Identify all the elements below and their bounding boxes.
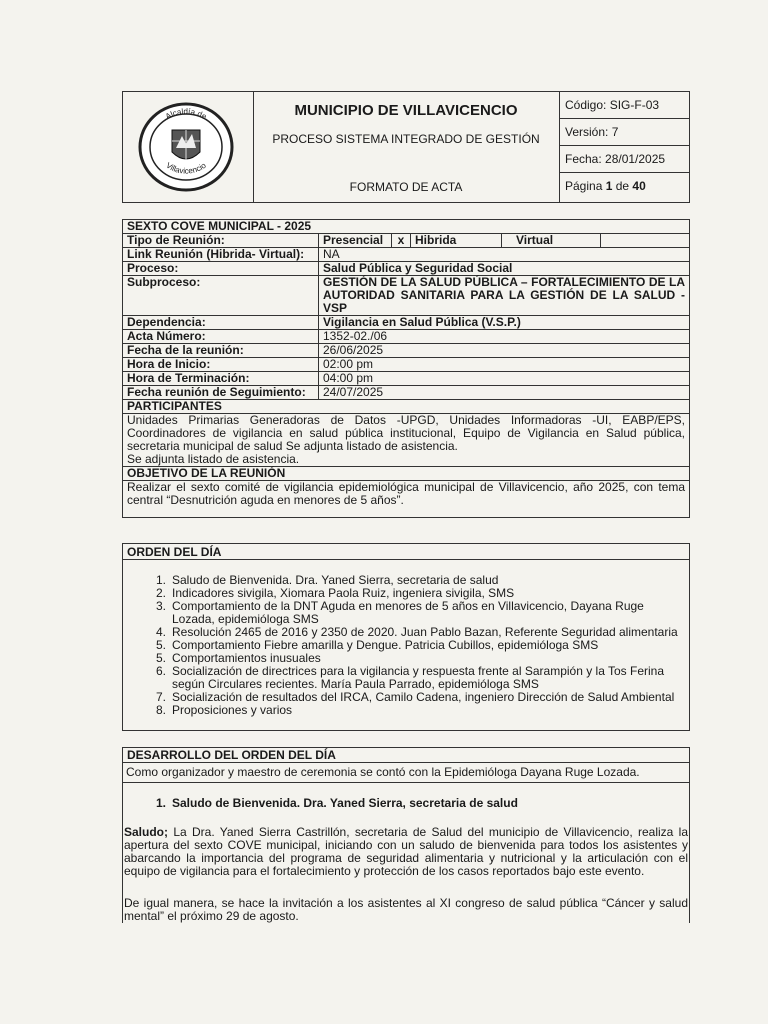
seal-top-text: Alcaldía de: [163, 106, 209, 122]
mode-presencial: Presencial: [319, 234, 392, 247]
desarrollo-item: 1. Saludo de Bienvenida. Dra. Yaned Sierra, secretaria de salud: [155, 796, 518, 810]
field-label: Proceso:: [123, 262, 319, 276]
field-label: Hora de Inicio:: [123, 358, 319, 372]
field-value: Vigilancia en Salud Pública (V.S.P.): [319, 316, 690, 330]
doc-code: Código: SIG-F-03: [559, 92, 689, 119]
municipality-title: MUNICIPIO DE VILLAVICENCIO: [294, 102, 518, 119]
participantes-text: Unidades Primarias Generadoras de Datos -UPGD, Unidades Informadoras -UI, EABP/EPS, Coordinadores de vigilancia en salud pública institucional, Equipo de Vigilancia en Salud pública, secretaria municipal de salud Se adjunta listado de asistencia. Se adjunta listado de asistencia.: [123, 414, 690, 467]
document-header: [122, 91, 690, 203]
table-row: [123, 372, 690, 386]
list-item: 4. Resolución 2465 de 2016 y 2350 de 2020. Juan Pablo Bazan, Referente Seguridad alimentaria: [155, 625, 678, 639]
objetivo-title: OBJETIVO DE LA REUNIÓN: [123, 467, 690, 481]
divider: [122, 782, 690, 783]
field-label: Fecha de la reunión:: [123, 344, 319, 358]
doc-page: Página 1 de 40: [565, 179, 646, 193]
doc-date: Fecha: 28/01/2025: [559, 146, 689, 173]
orden-title: ORDEN DEL DÍA: [122, 543, 690, 560]
field-value: 02:00 pm: [319, 358, 690, 372]
field-label: Acta Número:: [123, 330, 319, 344]
process-name: PROCESO SISTEMA INTEGRADO DE GESTIÓN: [272, 132, 540, 146]
table-row: [123, 262, 690, 276]
meeting-info-table: [122, 219, 690, 518]
saludo-paragraph: Saludo; La Dra. Yaned Sierra Castrillón, secretaria de Salud del municipio de Villavicencio, realiza la apertura del sexto COVE municipal, iniciando con un saludo de bienvenida para todos los asistentes y abarcando la importancia del programa de seguridad alimentaria y nutricional y la articulación con el equipo de vigilancia para el fortalecimiento y protección de los casos reportados bajo este evento.: [124, 825, 688, 878]
field-label: Hora de Terminación:: [123, 372, 319, 386]
mode-mark: x: [392, 234, 411, 247]
field-value: NA: [319, 248, 690, 262]
table-row: [123, 276, 690, 316]
table-row: [123, 330, 690, 344]
mode-virtual: Virtual: [502, 234, 601, 247]
participantes-title: PARTICIPANTES: [123, 400, 690, 414]
table-row: [123, 358, 690, 372]
logo-cell: [123, 92, 254, 202]
list-item: 6. Socialización de directrices para la vigilancia y respuesta frente al Sarampión y la Tos Ferina según Circulares recientes. María Paula Parrado, epidemióloga SMS: [155, 664, 665, 691]
list-item: 5. Comportamiento Fiebre amarilla y Dengue. Patricia Cubillos, epidemióloga SMS: [155, 638, 599, 652]
header-center: [253, 92, 560, 202]
table-row: [123, 248, 690, 262]
list-item: 8. Proposiciones y varios: [155, 703, 293, 717]
list-item: 3. Comportamiento de la DNT Aguda en menores de 5 años en Villavicencio, Dayana Ruge Lozada, epidemióloga SMS: [155, 599, 644, 626]
mode-hibrida: Hibrida: [411, 234, 502, 247]
meeting-title: SEXTO COVE MUNICIPAL - 2025: [123, 220, 690, 234]
format-name: FORMATO DE ACTA: [349, 180, 463, 194]
invitacion-paragraph: De igual manera, se hace la invitación a los asistentes al XI congreso de salud pública “Cáncer y salud mental” el próximo 29 de agosto.: [124, 896, 688, 923]
field-label: Subproceso:: [123, 276, 319, 316]
field-value: GESTIÓN DE LA SALUD PÚBLICA – FORTALECIMIENTO DE LA AUTORIDAD SANITARIA PARA LA GESTIÓN DE LA SALUD - VSP: [319, 276, 690, 316]
field-label: Tipo de Reunión:: [123, 234, 319, 248]
list-item: 2. Indicadores sivigila, Xiomara Paola Ruiz, ingeniera sivigila, SMS: [155, 586, 515, 600]
field-value: 1352-02./06: [319, 330, 690, 344]
municipal-seal-icon: [136, 100, 236, 194]
list-item: 7. Socialización de resultados del IRCA, Camilo Cadena, ingeniero Dirección de Salud Ambiental: [155, 690, 675, 704]
orden-list: [144, 574, 684, 717]
field-label: Link Reunión (Hibrida- Virtual):: [123, 248, 319, 262]
field-value: 24/07/2025: [319, 386, 690, 400]
doc-version: Versión: 7: [559, 119, 689, 146]
field-value: 26/06/2025: [319, 344, 690, 358]
table-row: [123, 344, 690, 358]
table-row: [123, 234, 690, 248]
header-meta: [559, 92, 689, 202]
list-item: 5. Comportamientos inusuales: [155, 651, 321, 665]
field-value: Salud Pública y Seguridad Social: [319, 262, 690, 276]
objetivo-text: Realizar el sexto comité de vigilancia epidemiológica municipal de Villavicencio, año 2025, con tema central “Desnutrición aguda en menores de 5 años”.: [123, 481, 690, 518]
list-item: 1. Saludo de Bienvenida. Dra. Yaned Sierra, secretaria de salud: [155, 573, 499, 587]
table-row: [123, 316, 690, 330]
field-value: 04:00 pm: [319, 372, 690, 386]
meeting-mode: [319, 234, 690, 248]
desarrollo-title: DESARROLLO DEL ORDEN DEL DÍA: [122, 747, 690, 763]
seal-bottom-text: Villavicencio: [164, 160, 208, 176]
field-label: Fecha reunión de Seguimiento:: [123, 386, 319, 400]
table-row: [123, 386, 690, 400]
desarrollo-intro: Como organizador y maestro de ceremonia se contó con la Epidemióloga Dayana Ruge Lozada.: [126, 765, 640, 779]
field-label: Dependencia:: [123, 316, 319, 330]
